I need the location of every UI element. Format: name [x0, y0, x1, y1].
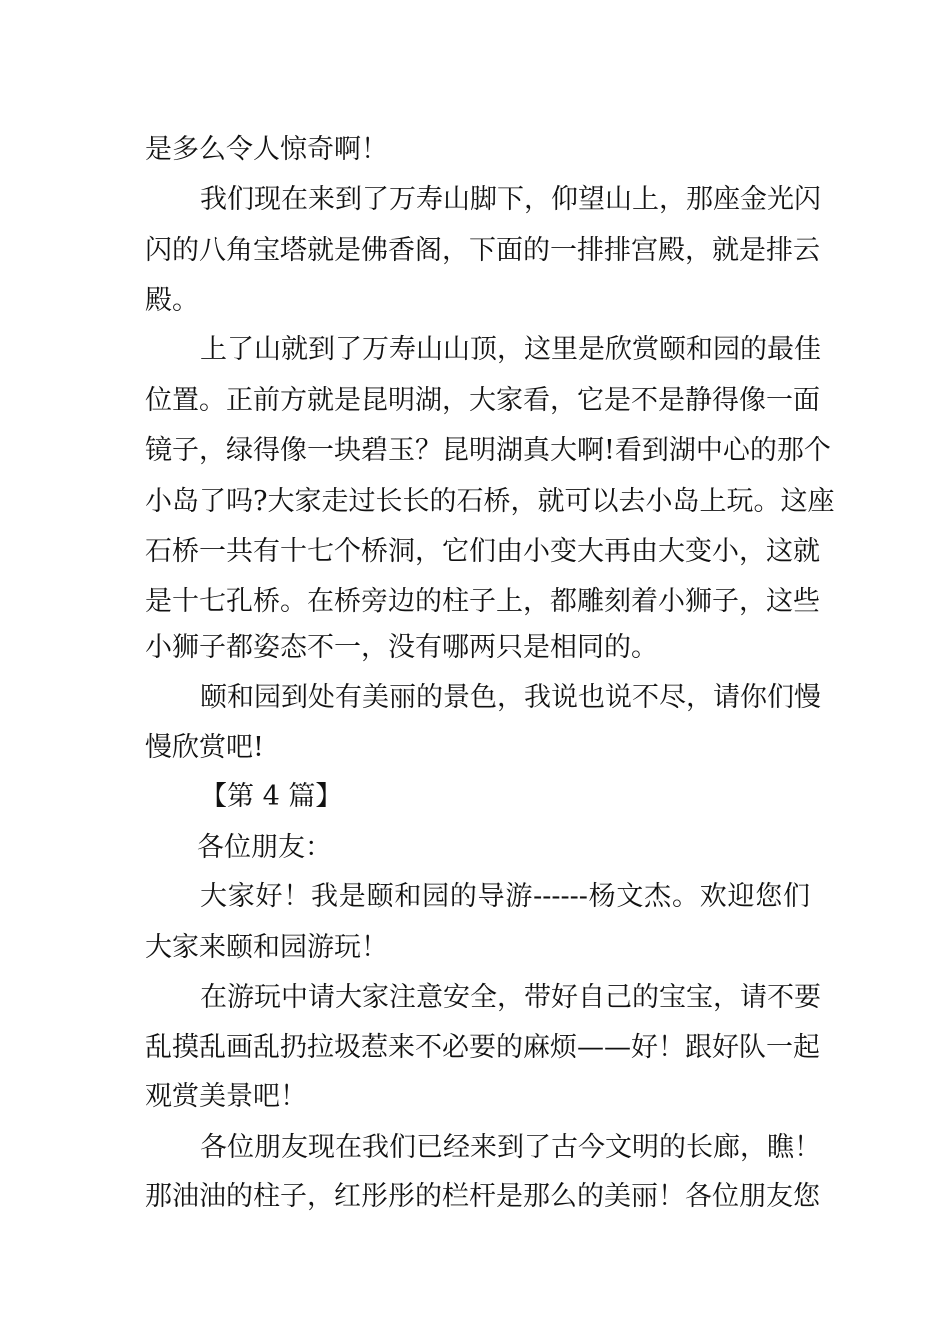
paragraph-first-line: 颐和园到处有美丽的景色，我说也说不尽，请你们慢 [200, 682, 821, 713]
paragraph-first-line: 大家好！我是颐和园的导游------杨文杰。欢迎您们 [200, 881, 810, 912]
text-line: 乱摸乱画乱扔拉圾惹来不必要的麻烦——好！跟好队一起 [145, 1032, 820, 1063]
text-line: 镜子，绿得像一块碧玉？昆明湖真大啊!看到湖中心的那个 [145, 435, 831, 466]
paragraph-first-line: 在游玩中请大家注意安全，带好自己的宝宝，请不要 [200, 982, 821, 1013]
text-line: 小岛了吗?大家走过长长的石桥，就可以去小岛上玩。这座 [145, 486, 835, 517]
text-line: 位置。正前方就是昆明湖，大家看，它是不是静得像一面 [145, 385, 820, 416]
paragraph-first-line: 上了山就到了万寿山山顶，这里是欣赏颐和园的最佳 [200, 334, 821, 365]
salutation: 各位朋友： [197, 832, 332, 863]
text-line: 是多么令人惊奇啊！ [145, 134, 388, 165]
text-line: 大家来颐和园游玩！ [145, 932, 388, 963]
text-line: 那油油的柱子，红彤彤的栏杆是那么的美丽！各位朋友您 [145, 1181, 820, 1212]
paragraph-first-line: 我们现在来到了万寿山脚下，仰望山上，那座金光闪 [200, 184, 821, 215]
text-line: 是十七孔桥。在桥旁边的柱子上，都雕刻着小狮子，这些 [145, 586, 820, 617]
text-line: 观赏美景吧！ [145, 1081, 307, 1112]
text-line: 石桥一共有十七个桥洞，它们由小变大再由大变小，这就 [145, 536, 820, 567]
text-line: 闪的八角宝塔就是佛香阁，下面的一排排宫殿，就是排云 [145, 235, 820, 266]
text-line: 小狮子都姿态不一，没有哪两只是相同的。 [145, 632, 658, 663]
text-line: 慢欣赏吧! [145, 732, 264, 763]
text-line: 殿。 [145, 285, 199, 316]
paragraph-first-line: 各位朋友现在我们已经来到了古今文明的长廊，瞧！ [200, 1132, 821, 1163]
section-heading: 【第 4 篇】 [200, 781, 343, 812]
